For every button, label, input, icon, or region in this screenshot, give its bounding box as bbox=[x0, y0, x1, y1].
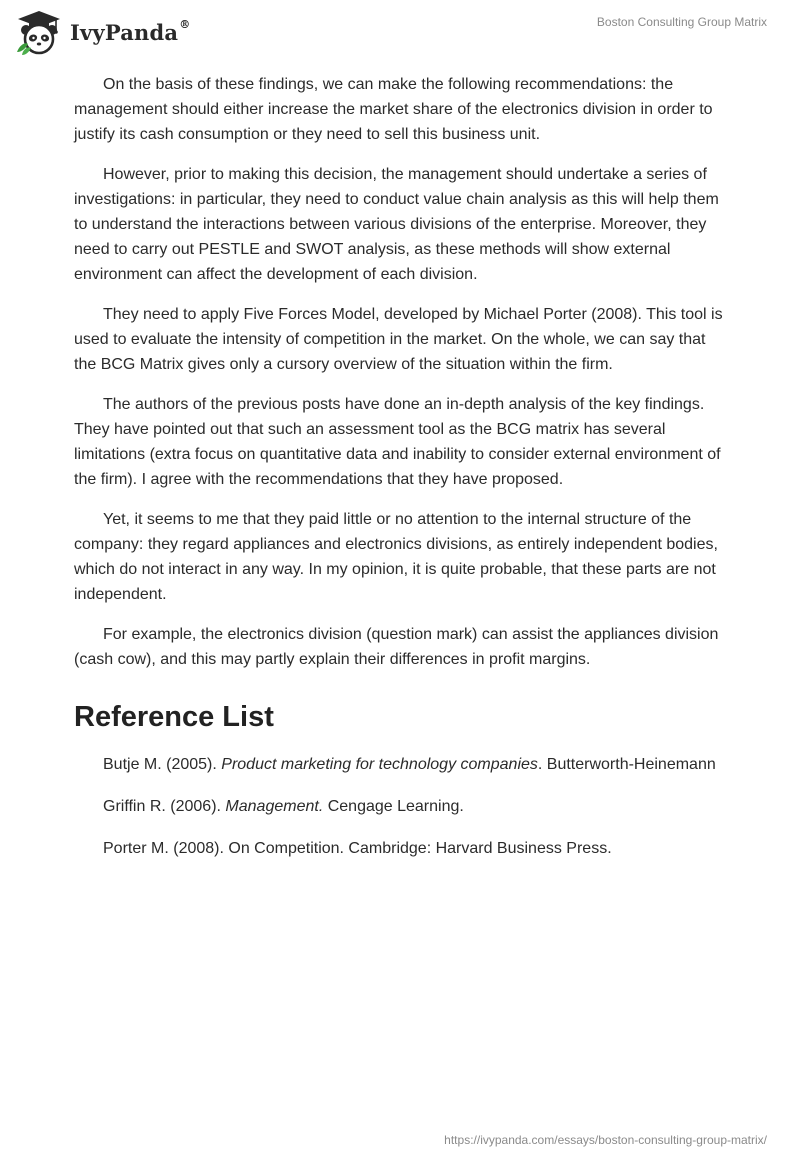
reference-title: Product marketing for technology companies bbox=[221, 756, 538, 773]
reference-item bbox=[74, 752, 726, 777]
brand-logo[interactable] bbox=[14, 8, 190, 58]
reference-item bbox=[74, 836, 726, 861]
essay-content bbox=[74, 72, 726, 878]
reference-item bbox=[74, 794, 726, 819]
reference-prefix: Porter M. (2008). On Competition. Cambridge: Harvard Business Press. bbox=[103, 840, 612, 857]
paragraph: On the basis of these findings, we can make the following recommendations: the management should either increase the market share of the electronics division in order to justify its cash consumption or they need to sell this business unit. bbox=[74, 76, 713, 143]
registered-mark: ® bbox=[179, 17, 191, 31]
reference-prefix: Griffin R. (2006). bbox=[103, 798, 226, 815]
paragraph: The authors of the previous posts have done an in-depth analysis of the key findings. They have pointed out that such an assessment tool as the BCG matrix has several limitations (extra focus on quantitative data and inability to consider external environment of the firm). I agree with the recommendations that they have proposed. bbox=[74, 396, 721, 488]
page-header bbox=[0, 0, 800, 64]
paragraph: They need to apply Five Forces Model, developed by Michael Porter (2008). This tool is used to evaluate the intensity of competition in the market. On the whole, we can say that the BCG Matrix gives only a cursory overview of the situation within the firm. bbox=[74, 306, 723, 373]
brand-name: IvyPanda® bbox=[70, 17, 191, 45]
source-url[interactable]: https://ivypanda.com/essays/boston-consulting-group-matrix/ bbox=[444, 1133, 767, 1147]
reference-suffix: Cengage Learning. bbox=[323, 798, 464, 815]
reference-prefix: Butje M. (2005). bbox=[103, 756, 222, 773]
paragraph: However, prior to making this decision, the management should undertake a series of investigations: in particular, they need to conduct value chain analysis as this will help them to understand the interactions between various divisions of the enterprise. Moreover, they need to carry out PESTLE and SWOT analysis, as these methods will show external environment can affect the development of each division. bbox=[74, 166, 719, 283]
panda-graduate-logo-icon bbox=[14, 8, 64, 58]
reference-suffix: . Butterworth-Heinemann bbox=[537, 756, 716, 773]
running-title: Boston Consulting Group Matrix bbox=[596, 15, 767, 29]
paragraph: For example, the electronics division (question mark) can assist the appliances division (cash cow), and this may partly explain their differences in profit margins. bbox=[74, 626, 719, 668]
reference-list-heading: Reference List bbox=[74, 701, 274, 733]
paragraph: Yet, it seems to me that they paid little or no attention to the internal structure of the company: they regard appliances and electronics divisions, as entirely independent bodies, which do not interact in any way. In my opinion, it is quite probable, that these parts are not independent. bbox=[74, 511, 718, 603]
reference-title: Management. bbox=[225, 798, 324, 815]
